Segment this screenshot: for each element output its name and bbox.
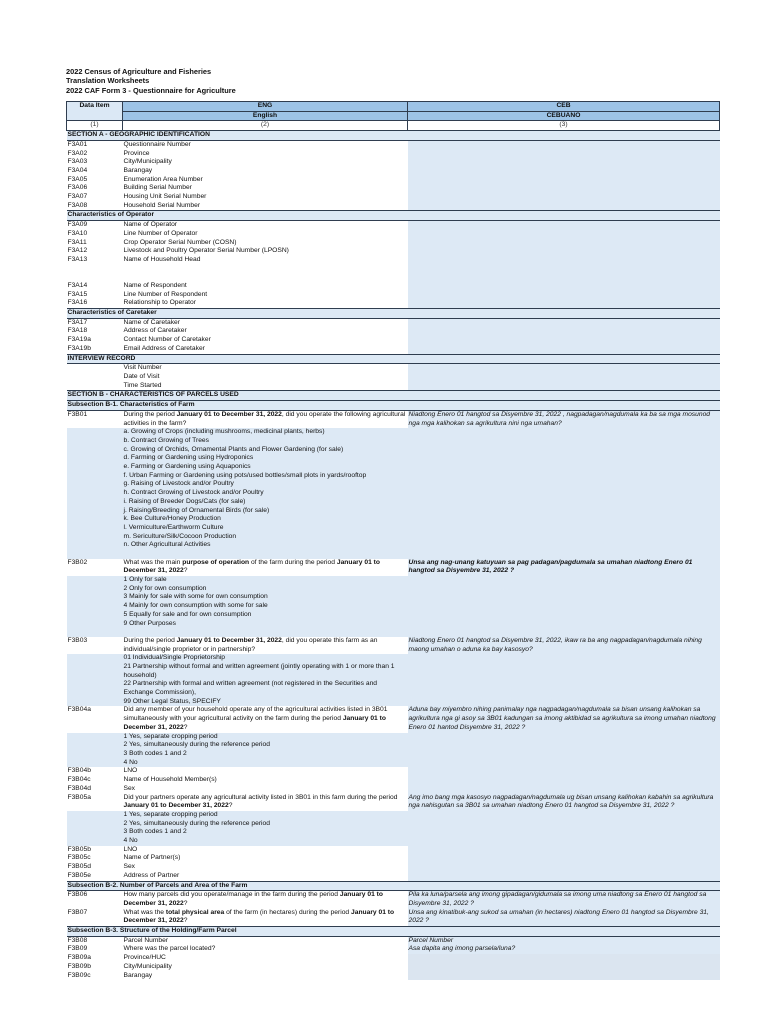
option-row: g. Raising of Livestock and/or Poultry	[67, 480, 720, 489]
table-row: F3A15 Line Number of Respondent	[67, 291, 720, 300]
header-subtitle: Translation Worksheets	[66, 76, 150, 86]
option-row: 9 Other Purposes	[67, 620, 720, 629]
table-row: F3A18 Address of Caretaker	[67, 327, 720, 336]
column-number-row	[67, 121, 720, 131]
table-row: F3B04b LNO	[67, 767, 720, 776]
document-header	[66, 67, 236, 95]
table-row: Visit Number	[67, 364, 720, 373]
question-row: F3B06 How many parcels did you operate/manage in the farm during the period January 01 to December 31, 2022? Pila ka luna/parsela ang imong gipadagan/gidumala sa imong uma niadtong sa Enero 01 hangtod sa Disyembre 31, 2022 ?	[67, 891, 720, 909]
table-row: F3A19b Email Address of Caretaker	[67, 345, 720, 354]
option-row: j. Raising/Breeding of Ornamental Birds (for sale)	[67, 507, 720, 516]
english-header: English	[123, 111, 408, 121]
option-row: i. Raising of Breeder Dogs/Cats (for sale)	[67, 498, 720, 507]
option-row: 4 Mainly for own consumption with some for sale	[67, 602, 720, 611]
option-row: f. Urban Farming or Gardening using pots/used bottles/small plots in yards/rooftop	[67, 472, 720, 481]
option-row: 2 Yes, simultaneously during the reference period	[67, 820, 720, 829]
option-row: 1 Only for sale	[67, 576, 720, 585]
table-row: Date of Visit	[67, 373, 720, 382]
option-row: 4 No	[67, 837, 720, 846]
subsection-heading: Subsection B-3. Structure of the Holding/Farm Parcel	[67, 927, 720, 937]
table-row: F3A09 Name of Operator	[67, 221, 720, 230]
option-row: 2 Only for own consumption	[67, 585, 720, 594]
table-row: F3A07 Housing Unit Serial Number	[67, 193, 720, 202]
option-row: 4 No	[67, 759, 720, 768]
table-row: F3B09b City/Municipality	[67, 963, 720, 972]
option-row: 21 Partnership without formal and written agreement (jointly operating with 1 or more than 1 household)	[67, 663, 720, 680]
question-row: F3B01 During the period January 01 to December 31, 2022, did you operate the following agricultural activities in the farm? Niadtong Enero 01 hangtod sa Disyembre 31, 2022 , nagpadagan/nagdumala ka ba sa mga mosunod nga mga kalihokan sa agrikultura nini nga umahan?	[67, 410, 720, 428]
ceb-header: CEB	[408, 102, 720, 112]
header-form-name: 2022 CAF Form 3 - Questionnaire for Agriculture	[66, 85, 236, 95]
column-number-2: (2)	[123, 121, 408, 131]
table-row: F3B04d Sex	[67, 785, 720, 794]
spacer-row	[67, 628, 720, 637]
question-row: F3B04a Did any member of your household operate any of the agricultural activities listed in 3B01 simultaneously with your agricultural activity on the farm during the period January 01 to December 31, 2022? Aduna bay miyembro nihing panimalay nga nagpadagan/nagdumala sa bisan unsang kalihokan sa agrikultura nga gi asoy sa 3B01 kadungan sa imong aktibidad sa agrikultura sa imong umahan niadtong Enero 01 hantod Disyembre 31, 2022 ?	[67, 706, 720, 732]
table-row: F3B04c Name of Household Member(s)	[67, 776, 720, 785]
section-heading: SECTION A - GEOGRAPHIC IDENTIFICATION	[67, 131, 720, 141]
table-row: F3B09a Province/HUC	[67, 954, 720, 963]
table-row: F3B09 Where was the parcel located? Asa dapita ang imong parsela/luna?	[67, 945, 720, 954]
option-row: a. Growing of Crops (including mushrooms, medicinal plants, herbs)	[67, 428, 720, 437]
column-header-row	[67, 102, 720, 112]
option-row: 99 Other Legal Status, SPECIFY	[67, 698, 720, 707]
option-row: 2 Yes, simultaneously during the reference period	[67, 741, 720, 750]
option-row: c. Growing of Orchids, Ornamental Plants and Flower Gardening (for sale)	[67, 446, 720, 455]
table-row: F3B09c Barangay	[67, 972, 720, 981]
table-row: F3B05b LNO	[67, 846, 720, 855]
option-row: b. Contract Growing of Trees	[67, 437, 720, 446]
option-row: n. Other Agricultural Activities	[67, 541, 720, 550]
table-row: F3A02 Province	[67, 150, 720, 159]
option-row: 01 Individual/Single Proprietorship	[67, 654, 720, 663]
option-row: 22 Partnership with formal and written agreement (not registered in the Securities and Exchange Commission),	[67, 680, 720, 697]
option-row: h. Contract Growing of Livestock and/or Poultry	[67, 489, 720, 498]
question-row: F3B02 What was the main purpose of operation of the farm during the period January 01 to December 31, 2022? Unsa ang nag-unang katuyuan sa pag padagan/pagdumala sa umahan niadtong Enero 01 hangtod sa Disyembre 31, 2022 ?	[67, 559, 720, 576]
table-row: F3A13 Name of Household Head	[67, 256, 720, 282]
table-row: F3A14 Name of Respondent	[67, 282, 720, 291]
column-subheader-row	[67, 111, 720, 121]
option-row: 3 Mainly for sale with some for own consumption	[67, 593, 720, 602]
option-row: 5 Equally for sale and for own consumption	[67, 611, 720, 620]
option-row: 1 Yes, separate cropping period	[67, 733, 720, 742]
table-row: F3A03 City/Municipality	[67, 158, 720, 167]
cebuano-header: CEBUANO	[408, 111, 720, 121]
table-row: F3A12 Livestock and Poultry Operator Serial Number (LPOSN)	[67, 247, 720, 256]
column-number-1: (1)	[67, 121, 123, 131]
eng-header: ENG	[123, 102, 408, 112]
section-heading: INTERVIEW RECORD	[67, 354, 720, 364]
table-row: F3A17 Name of Caretaker	[67, 318, 720, 327]
section-heading: Characteristics of Operator	[67, 211, 720, 221]
section-heading: Characteristics of Caretaker	[67, 309, 720, 319]
option-row: 1 Yes, separate cropping period	[67, 811, 720, 820]
option-row: k. Bee Culture/Honey Production	[67, 515, 720, 524]
option-row: m. Sericulture/Silk/Cocoon Production	[67, 533, 720, 542]
data-item-header: Data Item	[67, 102, 123, 121]
option-row: d. Farming or Gardening using Hydroponics	[67, 454, 720, 463]
table-row: F3B05e Address of Partner	[67, 872, 720, 881]
column-number-3: (3)	[408, 121, 720, 131]
question-row: F3B07 What was the total physical area of the farm (in hectares) during the period January 01 to December 31, 2022? Unsa ang kinatibuk-ang sukod sa umahan (in hectares) niadtong Enero 01 hangtod sa Disyembre 31, 2022 ?	[67, 909, 720, 927]
table-row: F3A08 Household Serial Number	[67, 202, 720, 211]
table-row: F3B08 Parcel Number Parcel Number	[67, 936, 720, 945]
table-row: F3A11 Crop Operator Serial Number (COSN)	[67, 239, 720, 248]
question-row: F3B05a Did your partners operate any agricultural activity listed in 3B01 in this farm during the period January 01 to December 31, 2022? Ang imo bang mga kasosyo nagpadagan/nagdumala ug bisan unsang kalihokan kabahin sa agrikultura nga nahisgutan sa 3B01 sa umahan niadtong Enero 01 hangtod sa Disyembre 31, 2022 ?	[67, 794, 720, 811]
option-row: l. Vermiculture/Earthworm Culture	[67, 524, 720, 533]
subsection-heading: Subsection B-2. Number of Parcels and Area of the Farm	[67, 881, 720, 891]
option-row: 3 Both codes 1 and 2	[67, 828, 720, 837]
table-row: F3A05 Enumeration Area Number	[67, 176, 720, 185]
option-row: 3 Both codes 1 and 2	[67, 750, 720, 759]
table-row: F3A04 Barangay	[67, 167, 720, 176]
question-row: F3B03 During the period January 01 to December 31, 2022, did you operate this farm as an individual/single proprietor or in partnership? Niadtong Enero 01 hangtod sa Disyembre 31, 2022, ikaw ra ba ang nagpadagan/nagdumala nihing maong umahan o aduna ka bay kasosyo?	[67, 637, 720, 654]
table-row: F3A16 Relationship to Operator	[67, 299, 720, 308]
table-row: F3B05d Sex	[67, 863, 720, 872]
table-row: F3B05c Name of Partner(s)	[67, 854, 720, 863]
spacer-row	[67, 550, 720, 559]
header-title: 2022 Census of Agriculture and Fisheries	[66, 67, 212, 76]
option-row: e. Farming or Gardening using Aquaponics	[67, 463, 720, 472]
table-row: F3A10 Line Number of Operator	[67, 230, 720, 239]
table-row: F3A01 Questionnaire Number	[67, 140, 720, 149]
translation-table	[66, 101, 720, 980]
table-row: F3A19a Contact Number of Caretaker	[67, 336, 720, 345]
subsection-heading: Subsection B-1. Characteristics of Farm	[67, 401, 720, 411]
table-row: Time Started	[67, 382, 720, 391]
section-heading: SECTION B - CHARACTERISTICS OF PARCELS USED	[67, 391, 720, 401]
table-row: F3A06 Building Serial Number	[67, 184, 720, 193]
